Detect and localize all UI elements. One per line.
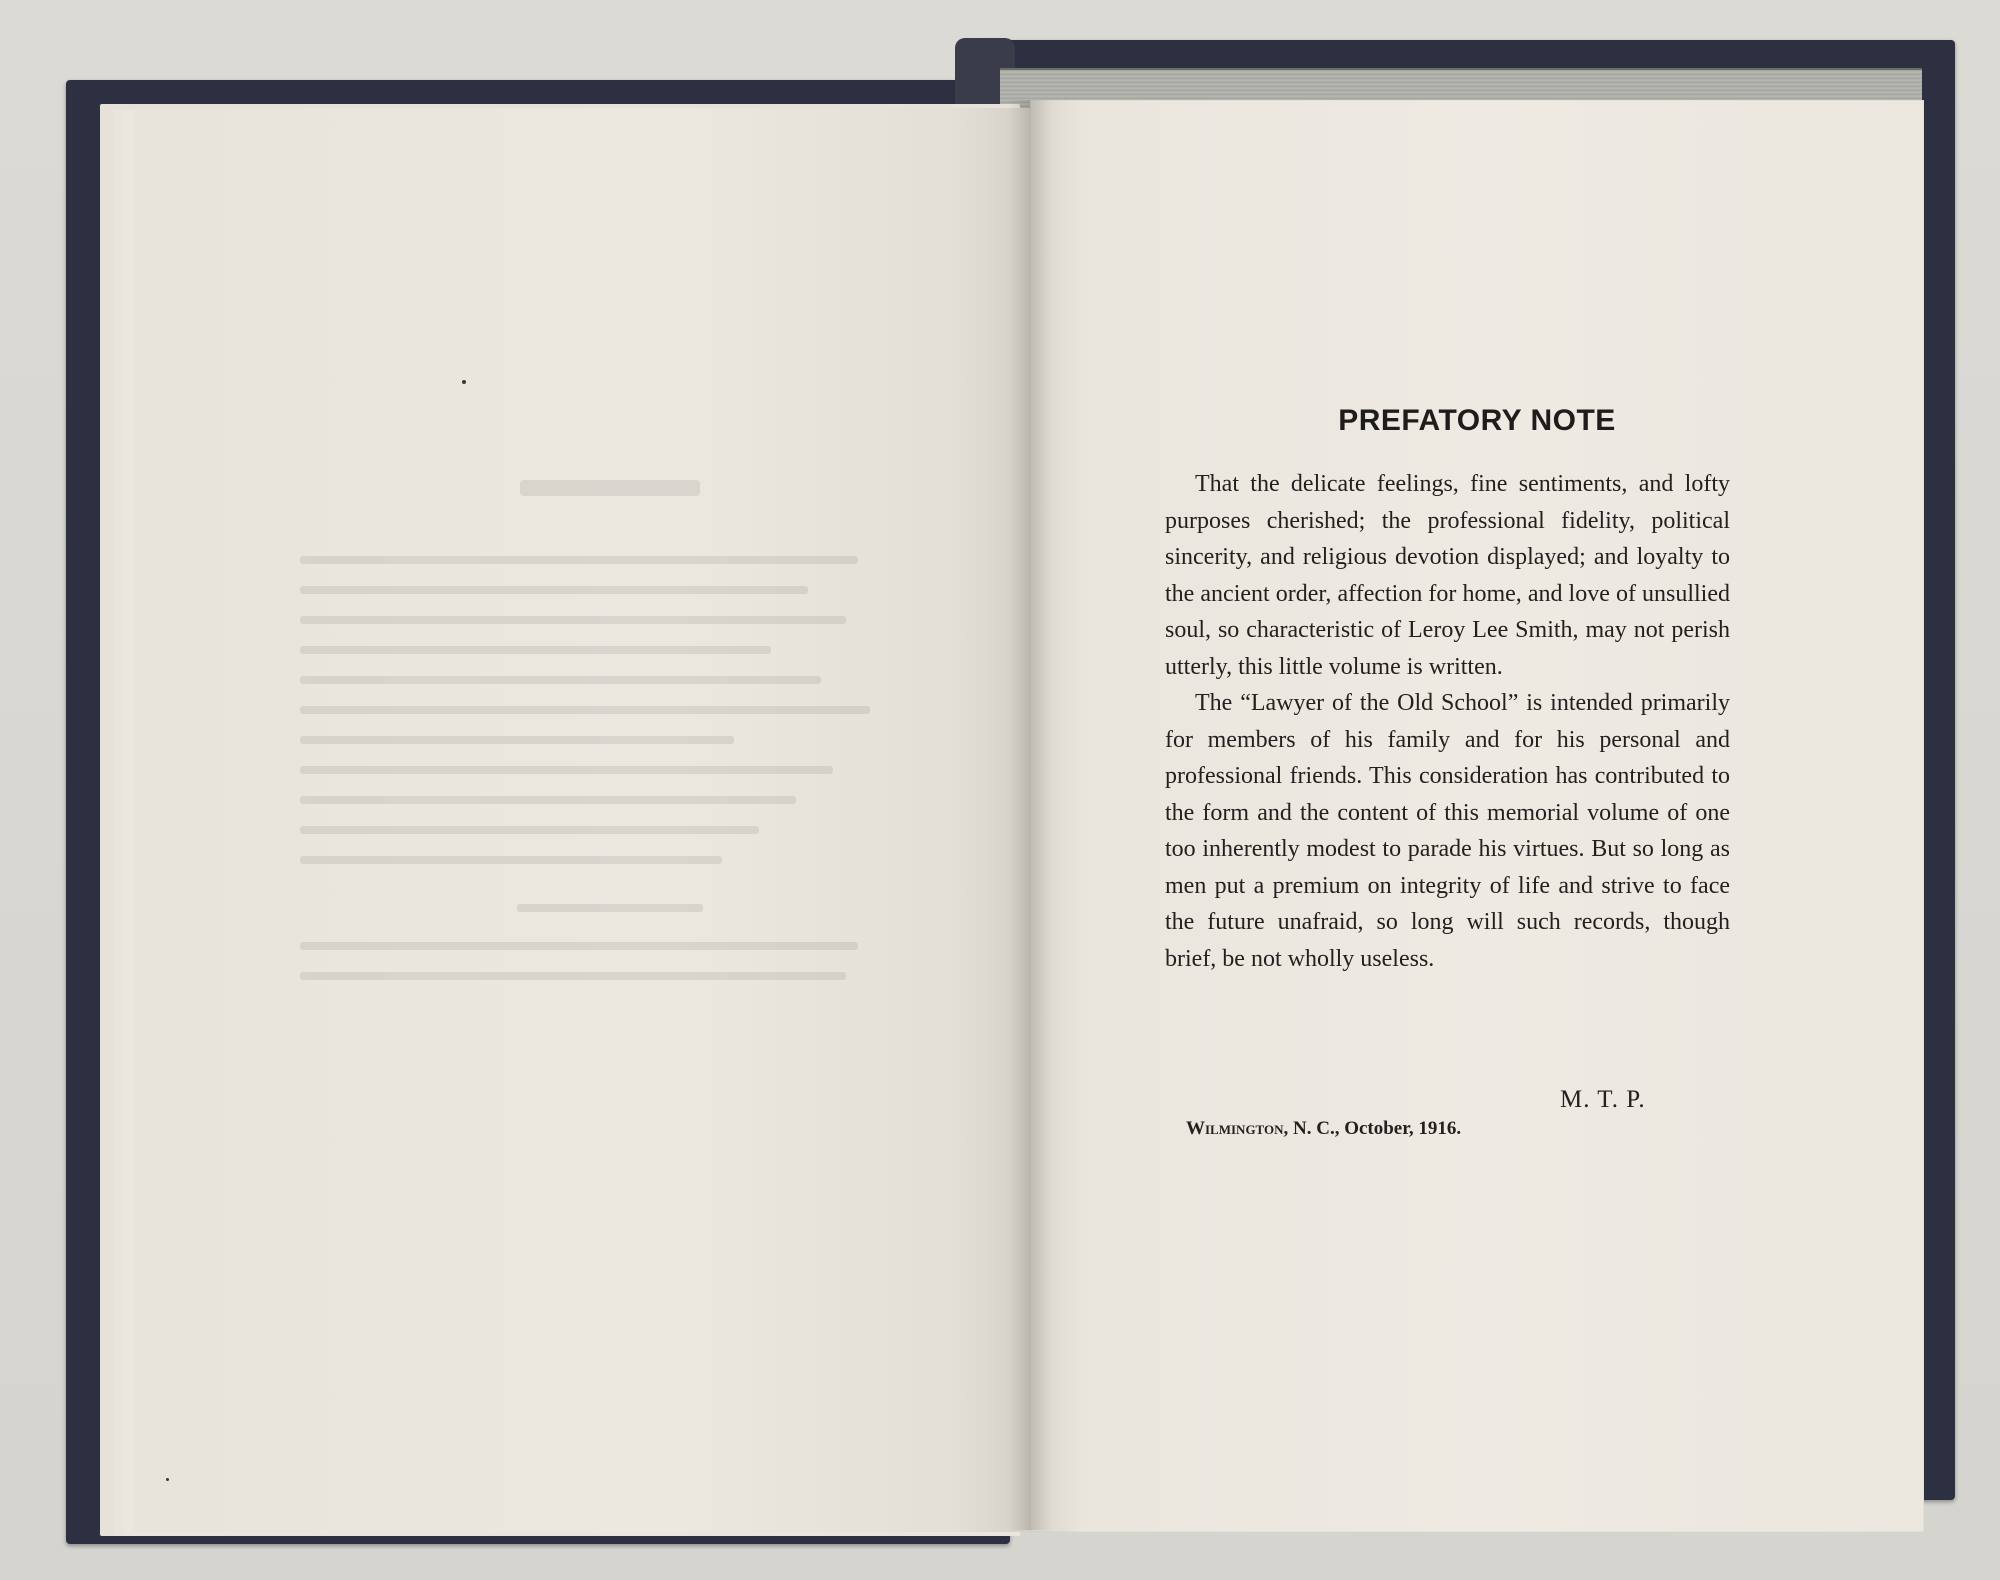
paper-speck (462, 380, 466, 384)
prefatory-note-heading: PREFATORY NOTE (1338, 404, 1616, 437)
paragraph: That the delicate feelings, fine sentiments, and lofty purposes cherished; the professional fidelity, political sincerity, and religious devotion displayed; and loyalty to the ancient order, affection for home, and love of unsullied soul, so characteristic of Leroy Lee Smith, may not perish utterly, this little volume is written. (1165, 471, 1730, 680)
paper-speck (166, 1478, 169, 1481)
author-initials: M. T. P. (1560, 1086, 1646, 1113)
gutter-shadow (1008, 100, 1052, 1530)
left-page (134, 108, 1030, 1532)
dateline (1186, 1118, 1686, 1140)
dateline-place: Wilmington (1186, 1118, 1284, 1139)
prefatory-note-body (1165, 466, 1730, 977)
paragraph: The “Lawyer of the Old School” is intended primarily for members of his family and for his personal and professional friends. This consideration has contributed to the form and the content of this memorial volume of one too inherently modest to parade his virtues. But so long as men put a premium on integrity of life and strive to face the future unafraid, so long will such records, though brief, be not wholly useless. (1165, 690, 1730, 972)
dateline-date: , N. C., October, 1916. (1283, 1118, 1462, 1139)
bleed-through-text (300, 480, 920, 1040)
